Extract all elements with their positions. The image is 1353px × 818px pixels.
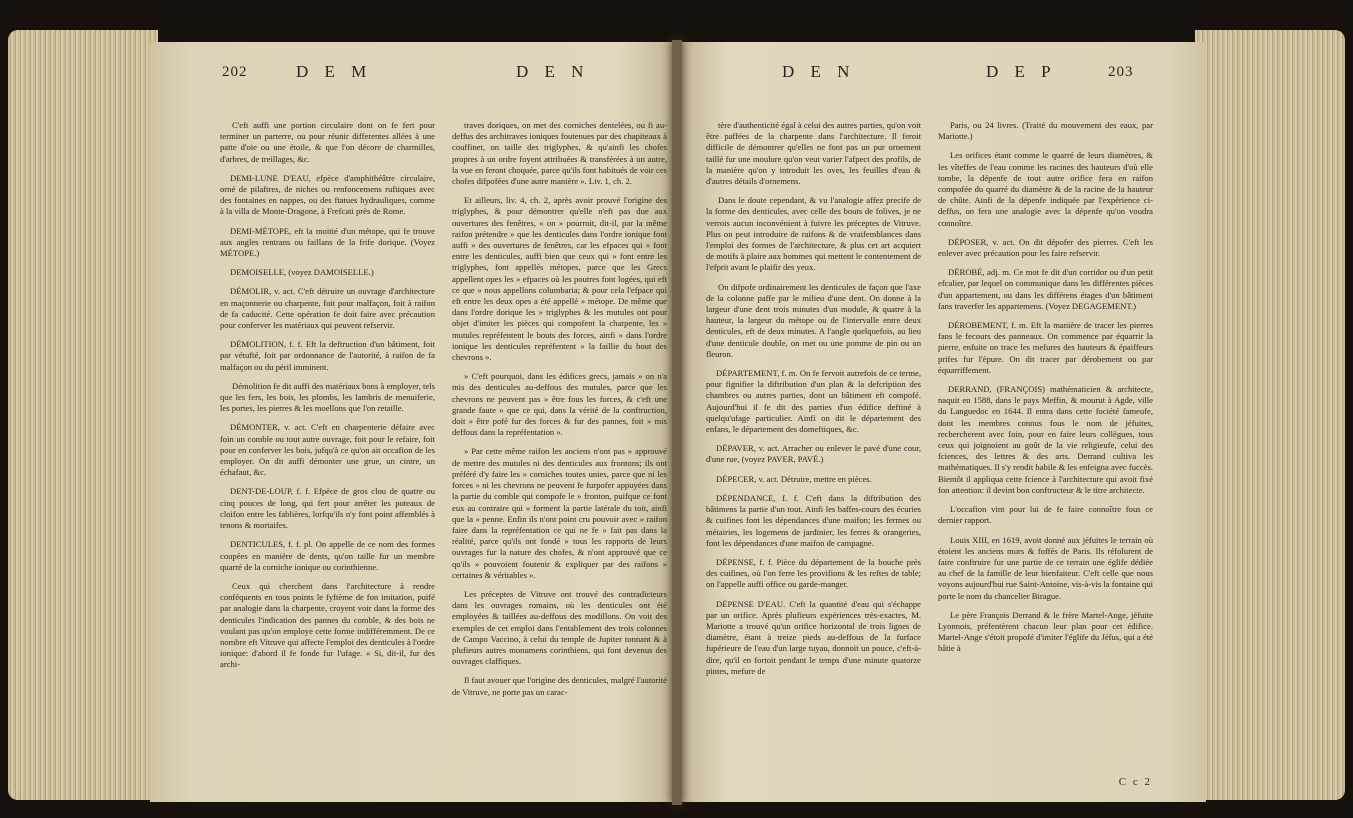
entry-denticules: DENTICULES, f. f. pl. On appelle de ce nom des formes coupées en manière de dents, qu'on taille fur un membre quarré de la corniche ionique ou corinthienne. (220, 539, 435, 572)
left-page-number: 202 (222, 64, 248, 80)
right-page-column-1 (706, 120, 921, 685)
paragraph: On difpofe ordinairement les denticules de façon que l'axe de la colonne paffe par le milieu d'une dent. On donne à la largeur d'une dent trois minutes d'un module, & quatre à la hauteur, la largeur du métope ou de l'intervalle entre deux denticules, eft de deux minutes. A l'angle quelquefois, au lieu d'une denticule double, on met ou une pomme de pin ou un fleuron. (706, 281, 921, 359)
entry-deposer: DÉPOSER, v. act. On dit dépofer des pierres. C'eft les enlever avec précaution pour les faire refservir. (938, 236, 1153, 259)
entry-dent-de-loup: DENT-DE-LOUP, f. f. Efpèce de gros clou de quatre ou cinq pouces de long, qui fert pour arrêter les poteaux de cloifon entre les fablières, lorfqu'ils n'y font point affemblés à tenons & mortaifes. (220, 486, 435, 531)
paragraph: » Par cette même raifon les anciens n'ont pas » approuvé de mettre des mutules ni des denticules aux frontons; ils ont préféré d'y faire les » corniches toutes unies, parce que ni les forces » ni les chevrons ne peuvent fe furpofer appuyées dans la partie du comble qui compofe le » fronton, puifque ce font eux au contraire qui » forment la partie latérale du toit, ainfi que la » penne. Enfin ils n'ont point cru pouvoir avec » raifon faire dans la repréfentation ce qui ne fe » fait pas dans la réalité, parce qu'ils ont fondé » tous les rapports de leurs ouvrages fur la nature des chofes, & n'ont approuvé que ce qu'ils » pouvoient foutenir & expliquer par des raifons » certaines & véritables ». (452, 446, 667, 580)
entry-derrand: DERRAND, (FRANÇOIS) mathématicien & architecte, naquit en 1588, dans le pays Meffin, & mourut à Agde, ville du Languedoc en 1644. Il entra dans cette fociété fameufe, dont les membres connus fous le nom de jéfuites, rechercherent avec foin, pour en faire leurs collègues, tous ceux qui joignoient au goût de la vie religieufe, celui des fciences, des lettres & des arts. Derrand cultiva les mathématiques. Il s'y rendit habile & les enfeigna avec fuccès. Bientôt il appliqua cette fcience à l'architecture qui avoit fixé fon attention: il devint bon conftructeur & le titre architecte. (938, 384, 1153, 495)
paragraph: » C'eft pourquoi, dans les édifices grecs, jamais » on n'a mis des denticules au-deffous des mutules, parce que les chevrons ne peuvent pas » être fous les forces, & c'eft une grande faute » que ce qui, dans la vérité de la conftruction, doit » être pofé fur des forces & fur des pannes, foit » mis deffous dans la repréfentation ». (452, 371, 667, 438)
left-page-column-1 (220, 120, 435, 679)
entry-demolir: DÉMOLIR, v. act. C'eft détruire un ouvrage d'architecture en maçonnerie ou charpente, foit pour malfaçon, foit à raifon de fa caducité. Cette opération fe doit faire avec précaution pour conferver les matériaux qui peuvent refservir. (220, 286, 435, 331)
left-page-header (150, 62, 680, 86)
paragraph: C'eft auffi une portion circulaire dont on fe fert pour terminer un parterre, ou pour réunir differentes allées à une patte d'oie ou une étoile, & que l'on décore de charmilles, d'arbres, de treillages, &c. (220, 120, 435, 164)
right-running-head-2: D E P (986, 62, 1057, 81)
entry-demi-lune-deau: DEMI-LUNE D'EAU, efpèce d'amphithéâtre circulaire, orné de pilaftres, de niches ou renfoncemens ruftiques avec des fontaines en nappes, ou des ftatues hydrauliques, comme à la villa de Monte-Dragone, à Frefcati près de Rome. (220, 172, 435, 217)
left-page-edges (8, 30, 158, 800)
entry-departement: DÉPARTEMENT, f. m. On fe fervoit autrefois de ce terme, pour fignifier la diftribution d'un plan & la defcription des chambres ou autres parties, dont un bâtiment eft compofé. Aujourd'hui il fe dit des parties d'un édifice deftiné à quelqu'ufage particulier. Ainfi on dit le département des enfans, le département des domeftiques, &c. (706, 368, 921, 435)
right-running-head-1: D E N (782, 62, 856, 81)
entry-depense-deau: DÉPENSE D'EAU. C'eft la quantité d'eau qui s'échappe par un orifice. Après plufieurs expériences très-exactes, M. Mariotte a trouvé qu'un orifice horizontal de trois lignes de diamètre, étant à treize pieds au-deffous de la furface fupérieure de l'eau d'un large tuyau, donnoit un pouce, c'eft-à-dire, qu'il en fortoit pendant le temps d'une minute quatorze pintes, mefure de (706, 598, 921, 676)
paragraph: Paris, ou 24 livres. (Traité du mouvement des eaux, par Mariotte.) (938, 120, 1153, 142)
paragraph: traves doriques, on met des corniches dentelées, ou fi au-deffus des architraves ioniques foutenues par des chapiteaux à couffinet, on taille des triglyphes, & qu'ainfi les chofes propres à un ordre foyent attribuées & transférées à un autre, la vue en feront choquée, parce qu'ils font habitués de voir ces chofes difpofées d'une autre manière ». Liv. 1, ch. 2. (452, 120, 667, 187)
paragraph: Louis XIII, en 1619, avoit donné aux jéfuites le terrain où étoient les anciens murs & foffés de Paris. Ils réfolurent de faire conftruire fur une partie de ce terrain une églife dédiée au chef de la famille de leur bienfaiteur. C'eft celle que nous voyons aujourd'hui rue Saint-Antoine, vis-à-vis la fontaine qui porte le nom du chancelier Birague. (938, 534, 1153, 601)
left-running-head-1: D E M (296, 62, 373, 81)
paragraph: Ceux qui cherchent dans l'architecture à rendre conféquents en tous points le fyftème de fon imitation, puifé par analogie dans la charpente, croyent voir dans la forme des denticules l'indication des pannes du comble, & des bois ne voulant pas qu'on employe cette forme indifféremment. De ce nombre eft Vitruve qui affecte l'emploi des denticules à l'ordre ionique: d'abord il fe fonde fur l'ufage. « Si, dit-il, fur des archi- (220, 580, 435, 670)
signature-mark: C c 2 (1118, 776, 1152, 788)
right-page-edges (1195, 30, 1345, 800)
left-running-head-2: D E N (516, 62, 590, 81)
left-page (150, 42, 680, 802)
right-page (676, 42, 1206, 802)
paragraph: L'occafion vint pour lui de fe faire connoître fous ce dernier rapport. (938, 504, 1153, 526)
paragraph: Les orifices étant comme le quarré de leurs diamètres, & les vîteffes de l'eau comme les racines des hauteurs d'où elle tombe, la dépenfe de tout autre orifice fera en raifon compofée du quarré du diamètre & de la racine de la hauteur de chûte. Ainfi de la dépenfe indiquée par l'expérience ci-deffus, on fera une analogie avec la dépenfe qu'on voudra connoître. (938, 150, 1153, 228)
left-page-column-2 (452, 120, 667, 706)
paragraph: Le père François Derrand & le frère Martel-Ange, jéfuite Lyonnois, préfentèrent chacun leur plan pour cet édifice. Martel-Ange s'étoit propofé d'imiter l'églife du Jéfus, qui a été bâtie à (938, 609, 1153, 654)
entry-derobement: DÉROBEMENT, f. m. Eft la manière de tracer les pierres fans le fecours des panneaux. On commence par équarrir la pierre, enfuite on trace les mefures des hauteurs & épaiffeurs prifes fur l'épure. On dit tracer par dérobement ou par équarriffement. (938, 320, 1153, 375)
right-page-number: 203 (1108, 64, 1134, 80)
paragraph: Il faut avouer que l'origine des denticules, malgré l'autorité de Vitruve, ne porte pas un carac- (452, 675, 667, 697)
entry-depaver: DÉPAVER, v. act. Arracher ou enlever le pavé d'une cour, d'une rue, (voyez PAVER, PAVÉ.) (706, 443, 921, 465)
entry-demonter: DÉMONTER, v. act. C'eft en charpenterie défaire avec foin un comble ou tout autre ouvrage, foit pour le refaire, foit pour en conferver les bois, jufqu'à ce qu'on ait occafion de les employer. On dit auffi démonter une grue, un cintre, un échafaut, &c. (220, 422, 435, 478)
entry-derobe: DÉROBÉ, adj. m. Ce mot fe dit d'un corridor ou d'un petit efcalier, par lequel on communique dans les différentes pièces d'un appartement, ou dans les différens étages d'un bâtiment fans traverfer les appartemens. (Voyez DEGAGEMENT.) (938, 267, 1153, 311)
paragraph: Démolition fe dit auffi des matériaux bons à employer, tels que les fers, les bois, les plombs, les lambris de menuiferie, les portes, les pierres & les moellons que l'on retaille. (220, 380, 435, 414)
entry-dependance: DÉPENDANCE, f. f. C'eft dans la diftribution des bâtimens la partie d'un tout. Ainfi les baffes-cours des écuries & cuifines font les dépendances d'une maifon; les fermes ou métairies, les logemens de jardinier, les ferres & orangeries, font les dépendances d'une maifon de campagne. (706, 492, 921, 548)
right-page-header (676, 62, 1206, 86)
paragraph: Dans le doute cependant, & vu l'analogie affez precife de la forme des denticules, avec celle des bouts de folives, je ne verrois aucun inconvénient à fuivre les préceptes de Vitruve. Plus on peut introduire de raifons & de vraifemblances dans l'emploi des formes de l'architecture, & plus cet art acquiert de motifs à plaire aux hommes qui mettent le contentement de l'efprit avant le plaifir des yeux. (706, 195, 921, 273)
right-page-column-2 (938, 120, 1153, 663)
entry-demi-metope: DEMI-MÉTOPE, eft la moitié d'un métope, qui fe trouve aux angles rentrans ou faillans de la frife dorique. (Voyez MÉTOPE.) (220, 225, 435, 259)
entry-demoiselle: DEMOISELLE, (voyez DAMOISELLE.) (230, 267, 374, 278)
paragraph: Et ailleurs, liv. 4, ch. 2, après avoir prouvé l'origine des triglyphes, & pour démontrer qu'elle n'eft pas due aux ouvertures des fenêtres, « on » pourroit, dit-il, par la même raifon prétendre » que les denticules dans l'ordre ionique font auffi » des ouvertures de fenêtres, car les efpaces qui » font entre les denticules, auffi bien que ceux qui » font entre les triglyphes, font appellés métopes, parce que les Grecs appellent opes les » efpaces où les poutres font logées, qui eft ce que » nous appellons columbaria; & pour cela l'efpace qui eft entre les deux opes a été appellé » métope. De même que dans l'ordre dorique les » triglyphes & les mutules ont pour objet d'imiter les pièces qui compofent la charpente, les » mutules repréfentent le bouts des forces, ainfi » dans l'ordre ionique les denticules repréfentent » la faillie du bout des chevrons ». (452, 195, 667, 363)
entry-depense: DÉPENSE, f. f. Pièce du département de la bouche près des cuifines, où l'on ferre les provifions & les reftes de table; on l'appelle auffi office ou garde-manger. (706, 556, 921, 590)
book-gutter (672, 40, 682, 805)
paragraph: Les préceptes de Vitruve ont trouvé des contradicteurs dans les ouvrages romains, où les denticules ont été employées & taillées au-deffous des modillons. On voit des exemples de cet emploi dans l'entablement des trois colonnes de Campo Vaccino, à celui du temple de Jupiter tonnant & à plufieurs autres monumens corinthiens, qui font devenus des ouvrages claffiques. (452, 588, 667, 667)
entry-demolition: DÉMOLITION, f. f. Eft la deftruction d'un bâtiment, foit par vétufté, foit par ordonnance de l'autorité, à raifon de fa malfaçon ou du péril imminent. (220, 339, 435, 372)
paragraph: tère d'authenticité égal à celui des autres parties, qu'on voit être paffées de la charpente dans l'architecture. Il feroit difficile de démontrer qu'elles ne font pas un pur ornement taillé fur une moulure qu'on veut varier l'afpect des profils, de la manière qu'on y introduit les oves, les feuilles d'eau & d'autres détails d'ornemens. (706, 120, 921, 187)
entry-depecer: DÉPECER, v. act. Détruire, mettre en pièces. (716, 473, 872, 484)
